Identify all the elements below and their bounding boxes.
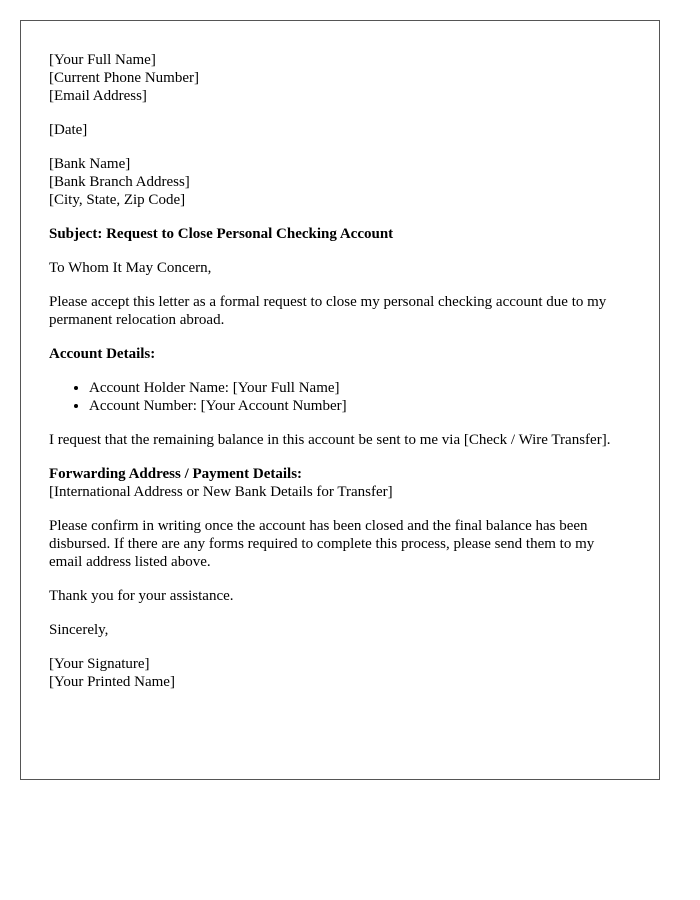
letter-document <box>20 20 660 780</box>
subject-line: Subject: Request to Close Personal Checking Account <box>49 226 394 242</box>
closing-line: Sincerely, <box>49 622 109 638</box>
sender-block <box>49 51 631 105</box>
account-number-item: • Account Number: [Your Account Number] <box>89 397 631 415</box>
thanks-paragraph: Thank you for your assistance. <box>49 588 234 604</box>
signature-line: [Your Signature] <box>49 656 150 672</box>
confirmation-paragraph: Please confirm in writing once the account has been closed and the final balance has been disbursed. If there are any forms required to complete this process, please send them to my email address listed above. <box>49 518 595 570</box>
forwarding-block <box>49 465 631 501</box>
bank-city-state-zip: [City, State, Zip Code] <box>49 192 186 208</box>
balance-request-paragraph: I request that the remaining balance in this account be sent to me via [Check / Wire Transfer]. <box>49 432 611 448</box>
signature-block <box>49 655 631 691</box>
forwarding-value: [International Address or New Bank Details for Transfer] <box>49 484 393 500</box>
sender-name: [Your Full Name] <box>49 52 156 68</box>
bank-name: [Bank Name] <box>49 156 131 172</box>
bank-branch-address: [Bank Branch Address] <box>49 174 190 190</box>
sender-email: [Email Address] <box>49 88 147 104</box>
salutation: To Whom It May Concern, <box>49 260 212 276</box>
sender-phone: [Current Phone Number] <box>49 70 199 86</box>
recipient-block <box>49 155 631 209</box>
account-holder-item: • Account Holder Name: [Your Full Name] <box>89 379 631 397</box>
account-details-heading: Account Details: <box>49 346 156 362</box>
printed-name-line: [Your Printed Name] <box>49 674 175 690</box>
forwarding-heading: Forwarding Address / Payment Details: <box>49 466 303 482</box>
letter-date: [Date] <box>49 122 88 138</box>
intro-paragraph: Please accept this letter as a formal request to close my personal checking account due to my permanent relocation abroad. <box>49 294 607 328</box>
account-details-list <box>49 379 631 415</box>
date-block <box>49 121 631 139</box>
